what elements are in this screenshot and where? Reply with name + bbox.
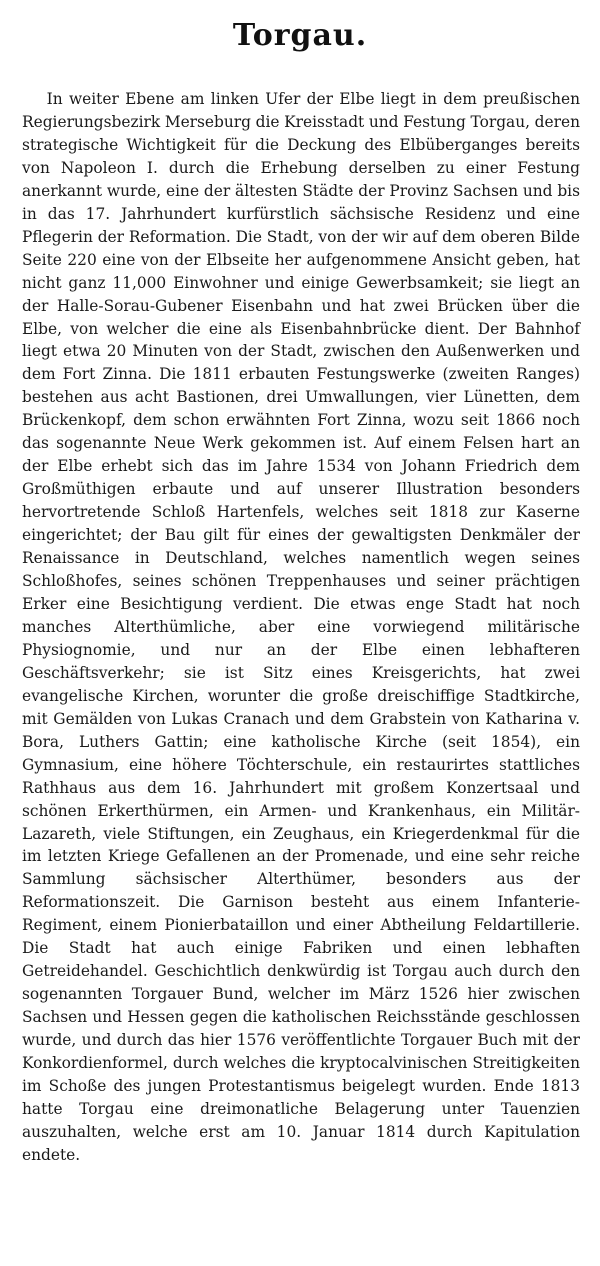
page-title: Torgau. (232, 18, 368, 53)
article-paragraph: In weiter Ebene am linken Ufer der Elbe liegt in dem preußischen Regierungsbezirk Merseburg die Kreisstadt und Festung Torgau, deren strategische Wichtigkeit für die Deckung des Elbüberganges bereits von Napoleon I. durch die Erhebung derselben zu einer Festung anerkannt wurde, eine der ältesten Städte der Provinz Sachsen und bis in das 17. Jahrhundert kurfürstlich sächsische Residenz und eine Pflegerin der Reformation. Die Stadt, von der wir auf dem oberen Bilde Seite 220 eine von der Elbseite her aufgenommene Ansicht geben, hat nicht ganz 11,000 Einwohner und einige Gewerbsamkeit; sie liegt an der Halle-Sorau-Gubener Eisenbahn und hat zwei Brücken über die Elbe, von welcher die eine als Eisenbahnbrücke dient. Der Bahnhof liegt etwa 20 Minuten von der Stadt, zwischen den Außenwerken und dem Fort Zinna. Die 1811 erbauten Festungswerke (zweiten Ranges) bestehen aus acht Bastionen, drei Umwallungen, vier Lünetten, dem Brückenkopf, dem schon erwähnten Fort Zinna, wozu seit 1866 noch das sogenannte Neue Werk gekommen ist. Auf einem Felsen hart an der Elbe erhebt sich das im Jahre 1534 von Johann Friedrich dem Großmüthigen erbaute und auf unserer Illustration besonders hervortretende Schloß Hartenfels, welches seit 1818 zur Kaserne eingerichtet; der Bau gilt für eines der gewaltigsten Denkmäler der Renaissance in Deutschland, welches namentlich wegen seines Schloßhofes, seines schönen Treppenhauses und seiner prächtigen Erker eine Besichtigung verdient. Die etwas enge Stadt hat noch manches Alterthümliche, aber eine vorwiegend militärische Physiognomie, und nur an der Elbe einen lebhafteren Geschäftsverkehr; sie ist Sitz eines Kreisgerichts, hat zwei evangelische Kirchen, worunter die große dreischiffige Stadtkirche, mit Gemälden von Lukas Cranach und dem Grabstein von Katharina v. Bora, Luthers Gattin; eine katholische Kirche (seit 1854), ein Gymnasium, eine höhere Töchterschule, ein restaurirtes stattliches Rathhaus aus dem 16. Jahrhundert mit großem Konzertsaal und schönen Erkerthürmen, ein Armen- und Krankenhaus, ein Militär-Lazareth, viele Stiftungen, ein Zeughaus, ein Kriegerdenkmal für die im letzten Kriege Gefallenen an der Promenade, und eine sehr reiche Sammlung sächsischer Alterthümer, besonders aus der Reformationszeit. Die Garnison besteht aus einem Infanterie-Regiment, einem Pionierbataillon und einer Abtheilung Feldartillerie. Die Stadt hat auch einige Fabriken und einen lebhaften Getreidehandel. Geschichtlich denkwürdig ist Torgau auch durch den sogenannten Torgauer Bund, welcher im März 1526 hier zwischen Sachsen und Hessen gegen die katholischen Reichsstände geschlossen wurde, und durch das hier 1576 veröffentlichte Torgauer Buch mit der Konkordienformel, durch welches die kryptocalvinischen Streitigkeiten im Schoße des jungen Protestantismus beigelegt wurden. Ende 1813 hatte Torgau eine dreimonatliche Belagerung unter Tauenzien auszuhalten, welche erst am 10. Januar 1814 durch Kapitulation endete. (22, 90, 580, 1164)
